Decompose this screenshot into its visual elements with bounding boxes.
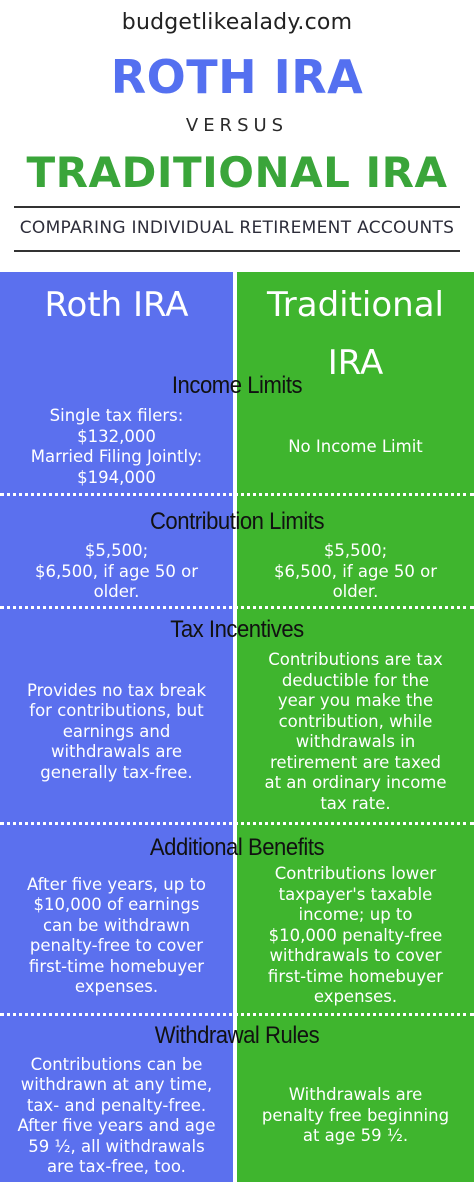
row-title-withdrawal-rules: Withdrawal Rules — [154, 1022, 320, 1049]
cell-line: can be withdrawn — [42, 915, 191, 935]
cell-line: $10,000 of earnings — [33, 895, 200, 914]
infographic-header — [0, 0, 474, 272]
cell-line: taxpayer's taxable — [278, 884, 433, 904]
cell-line: After five years, up to — [26, 874, 207, 894]
cell-line: 59 ½, all withdrawals — [28, 1136, 205, 1156]
traditional-additional-benefits — [243, 866, 468, 1006]
roth-column-heading — [0, 276, 233, 334]
cell-line: Provides no tax break — [26, 680, 207, 700]
cell-line: penalty free beginning — [261, 1105, 450, 1125]
row-title-tax-incentives: Tax Incentives — [170, 616, 304, 643]
cell-line: tax rate. — [320, 793, 391, 813]
cell-line: $194,000 — [77, 467, 156, 487]
cell-line: $132,000 — [77, 426, 156, 446]
traditional-tax-incentives — [243, 648, 468, 816]
cell-line: After five years and age — [17, 1116, 216, 1135]
cell-line: first-time homebuyer — [267, 966, 444, 986]
cell-line: $5,500; — [84, 541, 149, 561]
cell-line: penalty-free to cover — [29, 936, 204, 955]
traditional-withdrawal-rules — [243, 1054, 468, 1178]
cell-line: older. — [332, 582, 379, 602]
row-divider — [0, 493, 474, 496]
roth-column-heading-text: Roth IRA — [44, 285, 189, 325]
cell-line: Married Filing Jointly: — [30, 447, 203, 466]
traditional-heading-line2: IRA — [327, 343, 384, 383]
roth-withdrawal-rules — [6, 1054, 227, 1178]
roth-income-limits — [6, 404, 227, 490]
cell-line: withdrawals are — [50, 742, 183, 762]
title-traditional-ira: TRADITIONAL IRA — [26, 148, 448, 197]
cell-line: contribution, while — [278, 711, 433, 731]
cell-line: older. — [93, 582, 140, 602]
cell-line: first-time homebuyer — [28, 956, 205, 976]
roth-additional-benefits — [6, 866, 227, 1006]
cell-line: $10,000 penalty-free — [268, 925, 443, 945]
versus-label: VERSUS — [185, 115, 289, 136]
cell-line: No Income Limit — [288, 436, 423, 456]
traditional-contribution-limits — [243, 540, 468, 604]
cell-line: $6,500, if age 50 or — [274, 561, 437, 581]
cell-line: earnings and — [62, 721, 171, 741]
cell-line: Withdrawals are — [288, 1085, 423, 1105]
cell-line: Single tax filers: — [49, 406, 184, 425]
subtitle: COMPARING INDIVIDUAL RETIREMENT ACCOUNTS — [19, 218, 455, 238]
traditional-heading-line1: Traditional — [266, 285, 445, 325]
roth-tax-incentives — [6, 648, 227, 816]
row-divider — [0, 606, 474, 609]
row-title-contribution-limits: Contribution Limits — [149, 508, 325, 535]
cell-line: generally tax-free. — [40, 762, 193, 782]
cell-line: are tax-free, too. — [47, 1157, 186, 1176]
title-roth-ira: ROTH IRA — [110, 50, 364, 104]
cell-line: for contributions, but — [29, 701, 204, 721]
cell-line: expenses. — [74, 977, 159, 996]
cell-line: year you make the — [277, 691, 434, 710]
row-divider — [0, 822, 474, 825]
cell-line: retirement are taxed — [270, 752, 441, 772]
cell-line: Contributions are tax — [268, 650, 443, 669]
cell-line: withdrawals to cover — [269, 946, 442, 966]
row-divider — [0, 1013, 474, 1016]
cell-line: withdrawn at any time, — [20, 1075, 213, 1094]
cell-line: Contributions can be — [30, 1054, 203, 1074]
row-title-income-limits: Income Limits — [171, 372, 303, 399]
cell-line: at an ordinary income — [264, 773, 447, 792]
cell-line: $5,500; — [323, 541, 388, 561]
cell-line: tax- and penalty-free. — [26, 1095, 207, 1115]
cell-line: Contributions lower — [274, 864, 437, 884]
cell-line: at age 59 ½. — [302, 1126, 409, 1146]
cell-line: $6,500, if age 50 or — [35, 561, 198, 581]
traditional-income-limits — [243, 404, 468, 490]
cell-line: withdrawals in — [295, 732, 416, 751]
cell-line: expenses. — [313, 987, 398, 1007]
cell-line: deductible for the — [281, 670, 430, 690]
cell-line: income; up to — [298, 905, 413, 925]
site-url: budgetlikealady.com — [121, 10, 353, 35]
roth-contribution-limits — [6, 540, 227, 604]
row-title-additional-benefits: Additional Benefits — [149, 834, 325, 861]
